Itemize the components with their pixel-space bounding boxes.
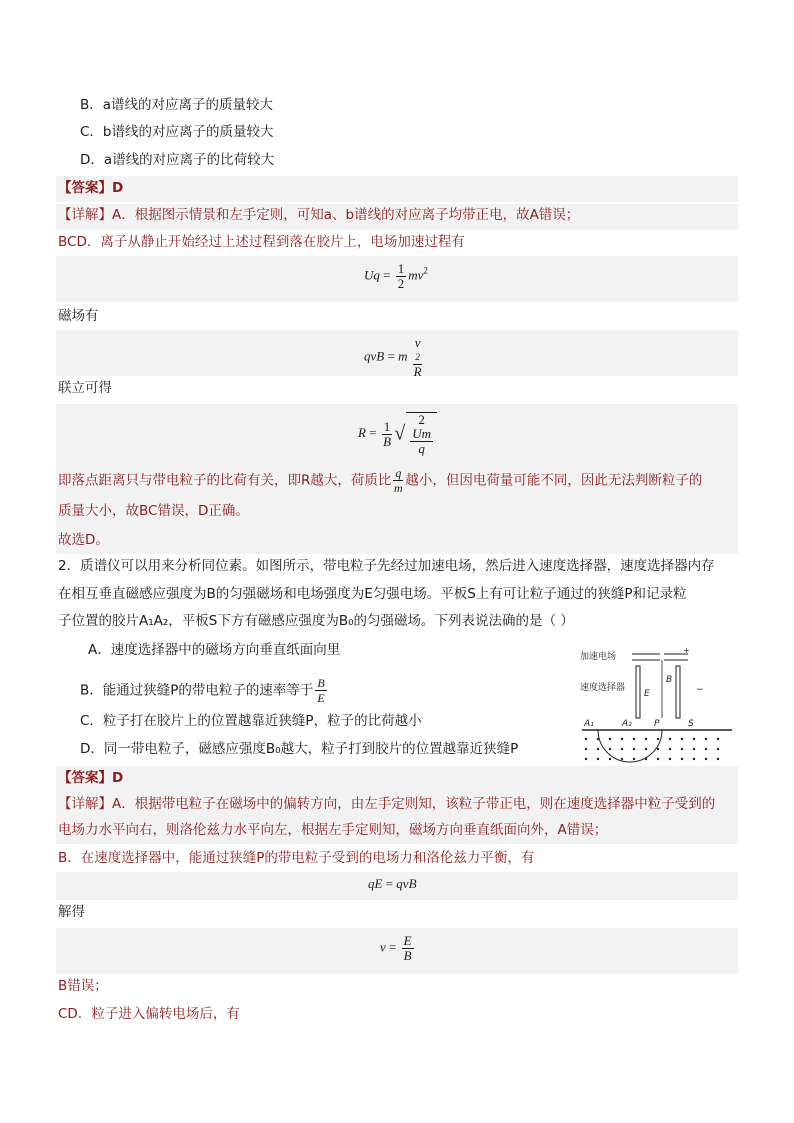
q2-b-wrong: B错误； — [58, 978, 108, 994]
answer-band — [56, 176, 738, 202]
equation-3: R = $\frac{1}{B}$ √ 2 Um q — [358, 412, 437, 456]
figure-label-minus: − — [696, 685, 704, 695]
q1-conclusion-1a: 即落点距离只与带电粒子的比荷有关，即R越大，荷质比 — [58, 472, 392, 489]
q2-detail-b: B．在速度选择器中，能通过狭缝P的带电粒子受到的电场力和洛伦兹力平衡，有 — [58, 850, 535, 866]
figure-label-E: E — [644, 689, 650, 699]
mass-spectrometer-figure — [576, 644, 736, 778]
q1-option-b: B．a谱线的对应离子的质量较大 — [80, 97, 274, 113]
q2-answer-band — [56, 766, 738, 792]
figure-label-A1: A₁ — [584, 719, 594, 729]
equation-2: qvB = m v 2 R — [364, 335, 422, 379]
q2-stem-line-3: 子位置的胶片A₁A₂，平板S下方有磁感应强度为B₀的匀强磁场。下列表说法确的是（ ） — [58, 613, 574, 629]
choose-band — [56, 528, 738, 554]
q2-stem-line-2: 在相互垂直磁感应强度为B的匀强磁场和电场强度为E匀强电场。平板S上有可让粒子通过的狭缝P和记录粒 — [58, 586, 687, 602]
q1-choose: 故选D。 — [58, 532, 109, 548]
q1-detail-bcd: BCD．离子从静止开始经过上述过程到落在胶片上，电场加速过程有 — [58, 234, 465, 250]
equation-5: v = $\frac{E}{B}$ — [380, 933, 412, 963]
q2-option-a: A．速度选择器中的磁场方向垂直纸面向里 — [88, 642, 341, 658]
q1-conclusion-1b: 越小，但因电荷量可能不同，因此无法判断粒子的 — [405, 472, 703, 489]
q2-detail-a-line-1: 【详解】A．根据带电粒子在磁场中的偏转方向，由左手定则知，该粒子带正电，则在速度选择器中粒子受到的 — [58, 796, 716, 812]
q1-detail-a: 【详解】A．根据图示情景和左手定则，可知a、b谱线的对应离子均带正电，故A错误； — [58, 207, 580, 223]
figure-label-P: P — [654, 719, 660, 729]
q2-option-b: B．能通过狭缝P的带电粒子的速率等于 $\frac{B}{E}$ — [80, 676, 325, 705]
q1-combine-label: 联立可得 — [58, 380, 112, 396]
q1-magnetic-label: 磁场有 — [58, 308, 99, 324]
equation-4: qE = qvB — [368, 876, 417, 891]
equation-1: Uq = $\frac{1}{2}$ $mv^2$ — [364, 261, 428, 291]
q1-answer: 【答案】D — [58, 180, 124, 196]
figure-label-B: B — [666, 675, 673, 685]
figure-label-plus: + — [683, 646, 690, 655]
figure-label-A2: A₂ — [622, 719, 632, 729]
q2-answer: 【答案】D — [58, 770, 124, 786]
q2-option-d: D．同一带电粒子，磁感应强度B₀越大，粒子打到胶片的位置越靠近狭缝P — [80, 741, 519, 757]
q1-conclusion-line-1: 即落点距离只与带电粒子的比荷有关，即R越大，荷质比 $\frac{q}{m}$ 越小，但因电荷量可能不同，因此无法判断粒子的 — [58, 466, 703, 495]
q2-stem-line-1: 2．质谱仪可以用来分析同位素。如图所示，带电粒子先经过加速电场，然后进入速度选择器，速度选择器内存 — [58, 558, 715, 574]
q2-option-c: C．粒子打在胶片上的位置越靠近狭缝P，粒子的比荷越小 — [80, 713, 422, 729]
q2-detail-a-line-2: 电场力水平向右，则洛伦兹力水平向左，根据左手定则知，磁场方向垂直纸面向外，A错误； — [58, 822, 608, 838]
q1-option-d: D．a谱线的对应离子的比荷较大 — [80, 152, 275, 168]
figure-label-accel: 加速电场 — [580, 652, 617, 662]
figure-label-selector: 速度选择器 — [580, 683, 626, 693]
q1-conclusion-line-2: 质量大小，故BC错误，D正确。 — [58, 503, 249, 519]
q1-option-c: C．b谱线的对应离子的质量较大 — [80, 124, 274, 140]
q2-cd: CD．粒子进入偏转电场后，有 — [58, 1006, 240, 1022]
q2-solve-label: 解得 — [58, 904, 85, 920]
figure-label-S: S — [688, 719, 694, 729]
q2-option-b-text: B．能通过狭缝P的带电粒子的速率等于 — [80, 682, 314, 699]
